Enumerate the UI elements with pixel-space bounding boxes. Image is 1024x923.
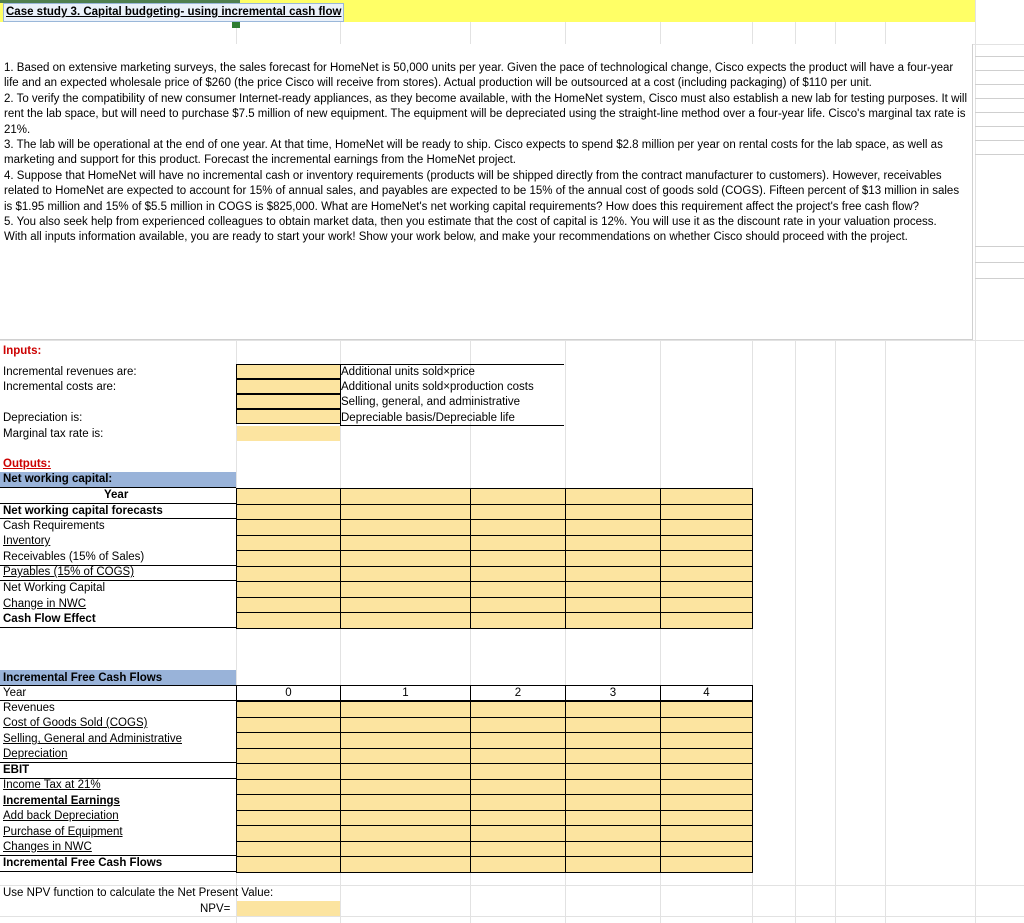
npv-label: NPV=: [200, 903, 231, 915]
fcf-row-label: Cost of Goods Sold (COGS): [3, 717, 148, 729]
nwc-value-cell[interactable]: [660, 581, 753, 598]
fcf-value-cell[interactable]: [236, 748, 341, 765]
input-label: Depreciation is:: [3, 412, 83, 424]
fcf-value-cell[interactable]: [470, 763, 566, 780]
problem-paragraph: 5. You also seek help from experienced colleagues to obtain market data, then you estimate that the cost of capital is 12%. You will use it as the discount rate in your valuation process.: [4, 216, 937, 229]
nwc-heading: Net working capital:: [3, 473, 113, 485]
fcf-value-cell[interactable]: [565, 779, 661, 796]
fcf-value-cell[interactable]: [340, 856, 471, 873]
nwc-value-cell[interactable]: [340, 519, 471, 536]
problem-paragraph: 3. The lab will be operational at the end of one year. At that time, HomeNet will be ready to ship. Cisco expects to spend $2.8 million per year on rental costs for the lab space, as well as marketing and support for this product. Forecast the incremental earnings from the HomeNet project.: [4, 139, 943, 167]
nwc-value-cell[interactable]: [565, 550, 661, 567]
input-note: Additional units sold×production costs: [341, 381, 534, 393]
nwc-value-cell[interactable]: [660, 612, 753, 629]
nwc-value-cell[interactable]: [340, 566, 471, 583]
fcf-year-cell[interactable]: 4: [660, 685, 753, 701]
nwc-value-cell[interactable]: [236, 597, 341, 614]
fcf-value-cell[interactable]: [565, 810, 661, 827]
fcf-year-cell[interactable]: 2: [470, 685, 566, 701]
input-label: Marginal tax rate is:: [3, 428, 104, 440]
nwc-row-label: Change in NWC: [3, 598, 87, 610]
fcf-value-cell[interactable]: [470, 794, 566, 811]
fcf-value-cell[interactable]: [660, 701, 753, 718]
nwc-value-cell[interactable]: [340, 597, 471, 614]
fcf-row-label: Revenues: [3, 702, 55, 714]
nwc-value-cell[interactable]: [565, 504, 661, 521]
fcf-value-cell[interactable]: [236, 779, 341, 796]
fcf-value-cell[interactable]: [565, 763, 661, 780]
fcf-value-cell[interactable]: [660, 732, 753, 749]
fcf-value-cell[interactable]: [340, 841, 471, 858]
nwc-value-cell[interactable]: [470, 612, 566, 629]
nwc-value-cell[interactable]: [340, 535, 471, 552]
fcf-value-cell[interactable]: [470, 701, 566, 718]
nwc-value-cell[interactable]: [470, 597, 566, 614]
nwc-value-cell[interactable]: [660, 597, 753, 614]
fcf-value-cell[interactable]: [340, 717, 471, 734]
nwc-row-label: Net working capital forecasts: [3, 505, 163, 517]
fcf-year-cell[interactable]: 0: [236, 685, 341, 701]
right-edge-column: [975, 0, 1024, 923]
fcf-value-cell[interactable]: [340, 701, 471, 718]
npv-result-cell[interactable]: [237, 901, 340, 916]
nwc-row-label: Cash Flow Effect: [3, 613, 96, 625]
fcf-value-cell[interactable]: [470, 748, 566, 765]
nwc-row-label: Inventory: [3, 535, 51, 547]
fcf-row-label: Income Tax at 21%: [3, 779, 101, 791]
nwc-value-cell[interactable]: [660, 488, 753, 505]
fcf-row-label: Incremental Earnings: [3, 795, 120, 807]
fcf-value-cell[interactable]: [236, 763, 341, 780]
nwc-value-cell[interactable]: [236, 519, 341, 536]
fcf-row-label: Depreciation: [3, 748, 68, 760]
fcf-value-cell[interactable]: [236, 717, 341, 734]
fcf-value-cell[interactable]: [660, 810, 753, 827]
nwc-value-cell[interactable]: [565, 597, 661, 614]
nwc-value-cell[interactable]: [340, 581, 471, 598]
outputs-heading: Outputs:: [3, 458, 51, 470]
fcf-value-cell[interactable]: [565, 717, 661, 734]
fcf-row-label: Add back Depreciation: [3, 810, 119, 822]
nwc-value-cell[interactable]: [236, 488, 341, 505]
nwc-value-cell[interactable]: [470, 566, 566, 583]
fcf-year-cell[interactable]: 3: [565, 685, 661, 701]
fcf-value-cell[interactable]: [340, 732, 471, 749]
nwc-value-cell[interactable]: [660, 504, 753, 521]
fcf-value-cell[interactable]: [236, 732, 341, 749]
nwc-value-cell[interactable]: [470, 550, 566, 567]
fcf-value-cell[interactable]: [565, 841, 661, 858]
problem-paragraph: With all inputs information available, you are ready to start your work! Show your work below, and make your recommendations on whether Cisco should proceed with the project.: [4, 231, 908, 244]
nwc-value-cell[interactable]: [236, 504, 341, 521]
problem-paragraph: 2. To verify the compatibility of new consumer Internet-ready appliances, as they become available, with the HomeNet system, Cisco must also establish a new lab for testing purposes. It will rent the lab space, but will need to purchase $7.5 million of new equipment. The equipment will be depreciated using the straight-line method over a four-year life. Cisco's marginal tax rate is 21%.: [4, 92, 968, 136]
nwc-value-cell[interactable]: [340, 504, 471, 521]
nwc-row-label: Payables (15% of COGS): [3, 566, 135, 578]
fcf-value-cell[interactable]: [660, 841, 753, 858]
fcf-row-label: Selling, General and Administrative: [3, 733, 182, 745]
input-cell-tax-rate[interactable]: [237, 426, 340, 441]
sheet-title[interactable]: Case study 3. Capital budgeting- using incremental cash flow: [3, 3, 344, 22]
nwc-value-cell[interactable]: [470, 504, 566, 521]
fcf-value-cell[interactable]: [340, 810, 471, 827]
fcf-value-cell[interactable]: [340, 794, 471, 811]
fcf-value-cell[interactable]: [565, 794, 661, 811]
fcf-value-cell[interactable]: [340, 763, 471, 780]
fcf-value-cell[interactable]: [565, 732, 661, 749]
nwc-row-label: Cash Requirements: [3, 520, 105, 532]
nwc-value-cell[interactable]: [470, 488, 566, 505]
nwc-value-cell[interactable]: [565, 519, 661, 536]
fcf-year-cell[interactable]: 1: [340, 685, 471, 701]
fcf-value-cell[interactable]: [236, 810, 341, 827]
fcf-value-cell[interactable]: [470, 825, 566, 842]
problem-statement: [0, 44, 973, 340]
fcf-row-label: Incremental Free Cash Flows: [3, 857, 163, 869]
nwc-value-cell[interactable]: [470, 581, 566, 598]
input-note: Additional units sold×price: [341, 366, 475, 378]
fcf-value-cell[interactable]: [660, 794, 753, 811]
fcf-value-cell[interactable]: [236, 856, 341, 873]
nwc-value-cell[interactable]: [236, 581, 341, 598]
fcf-value-cell[interactable]: [470, 841, 566, 858]
fcf-value-cell[interactable]: [565, 856, 661, 873]
fcf-value-cell[interactable]: [236, 841, 341, 858]
fcf-value-cell[interactable]: [660, 717, 753, 734]
nwc-value-cell[interactable]: [340, 612, 471, 629]
nwc-value-cell[interactable]: [236, 550, 341, 567]
nwc-value-cell[interactable]: [470, 519, 566, 536]
nwc-row-label: Receivables (15% of Sales): [3, 551, 145, 563]
fcf-value-cell[interactable]: [660, 825, 753, 842]
fcf-value-cell[interactable]: [236, 794, 341, 811]
input-cell-costs[interactable]: [236, 379, 341, 394]
inputs-heading: Inputs:: [3, 345, 42, 357]
fcf-value-cell[interactable]: [340, 779, 471, 796]
fcf-value-cell[interactable]: [470, 810, 566, 827]
nwc-value-cell[interactable]: [565, 612, 661, 629]
fcf-value-cell[interactable]: [565, 825, 661, 842]
input-label: Incremental costs are:: [3, 381, 117, 393]
nwc-value-cell[interactable]: [565, 535, 661, 552]
fcf-value-cell[interactable]: [660, 763, 753, 780]
nwc-value-cell[interactable]: [236, 535, 341, 552]
fcf-value-cell[interactable]: [470, 856, 566, 873]
fcf-heading: Incremental Free Cash Flows: [3, 672, 163, 684]
npv-instruction: Use NPV function to calculate the Net Present Value:: [3, 887, 274, 899]
input-label: Incremental revenues are:: [3, 366, 137, 378]
fcf-value-cell[interactable]: [236, 825, 341, 842]
nwc-value-cell[interactable]: [660, 550, 753, 567]
nwc-value-cell[interactable]: [660, 566, 753, 583]
fcf-row-label: Purchase of Equipment: [3, 826, 123, 838]
fcf-value-cell[interactable]: [470, 717, 566, 734]
fcf-value-cell[interactable]: [470, 732, 566, 749]
nwc-value-cell[interactable]: [565, 581, 661, 598]
input-note: Selling, general, and administrative: [341, 396, 520, 408]
nwc-value-cell[interactable]: [565, 566, 661, 583]
fcf-value-cell[interactable]: [340, 825, 471, 842]
problem-paragraph: 4. Suppose that HomeNet will have no incremental cash or inventory requirements (products will be shipped directly from the contract manufacturer to customers). However, receivables related to HomeNet are expected to account for 15% of annual sales, and payables are expected to be 15% of the annual cost of goods sold (COGS). Fifteen percent of $13 million in sales is $1.95 million and 15% of $5.5 million in COGS is $825,000. What are HomeNet's net working capital requirements? How does this requirement affect the project's free cash flow?: [4, 169, 960, 213]
fcf-value-cell[interactable]: [565, 748, 661, 765]
problem-paragraph: 1. Based on extensive marketing surveys, the sales forecast for HomeNet is 50,000 units per year. Given the pace of technological change, Cisco expects the product will have a four-year life and an expected wholesale price of $260 (the price Cisco will receive from stores). Actual production will be outsourced at a cost (including packaging) of $110 per unit.: [4, 62, 954, 90]
nwc-year-label: Year: [104, 489, 129, 501]
fcf-year-label: Year: [3, 687, 27, 699]
fcf-value-cell[interactable]: [236, 701, 341, 718]
input-note: Depreciable basis/Depreciable life: [341, 412, 515, 424]
nwc-value-cell[interactable]: [470, 535, 566, 552]
input-cell-sga[interactable]: [236, 394, 341, 409]
fcf-row-label: EBIT: [3, 764, 30, 776]
nwc-value-cell[interactable]: [565, 488, 661, 505]
nwc-value-cell[interactable]: [236, 612, 341, 629]
fcf-value-cell[interactable]: [660, 748, 753, 765]
input-cell-revenues[interactable]: [236, 364, 341, 379]
fcf-value-cell[interactable]: [565, 701, 661, 718]
nwc-value-cell[interactable]: [660, 519, 753, 536]
input-cell-depreciation[interactable]: [236, 409, 341, 424]
fcf-value-cell[interactable]: [340, 748, 471, 765]
fcf-value-cell[interactable]: [660, 856, 753, 873]
nwc-value-cell[interactable]: [340, 550, 471, 567]
fcf-row-label: Changes in NWC: [3, 841, 92, 853]
fill-handle[interactable]: [232, 22, 240, 28]
nwc-value-cell[interactable]: [660, 535, 753, 552]
fcf-value-cell[interactable]: [660, 779, 753, 796]
nwc-value-cell[interactable]: [236, 566, 341, 583]
nwc-value-cell[interactable]: [340, 488, 471, 505]
fcf-value-cell[interactable]: [470, 779, 566, 796]
nwc-row-label: Net Working Capital: [3, 582, 106, 594]
